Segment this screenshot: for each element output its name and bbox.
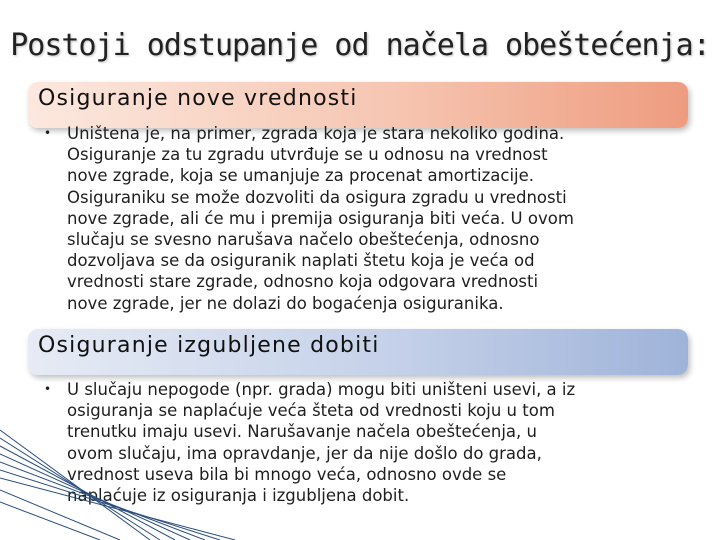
paragraph-line: Osiguranje za tu zgradu utvrđuje se u odnosu na vrednost [67, 145, 548, 165]
section-header-label: Osiguranje nove vrednosti [38, 86, 358, 111]
paragraph-line: ovom slučaju, ima opravdanje, jer da nije došlo do grada, [67, 443, 542, 463]
paragraph-line: nove zgrade, jer ne dolazi do bogaćenja osiguranika. [67, 293, 504, 313]
paragraph-line: U slučaju nepogode (npr. grada) mogu biti uništeni usevi, a iz [67, 380, 576, 399]
bullet-icon: • [44, 126, 52, 140]
paragraph-lines [67, 123, 684, 314]
paragraph-lines [67, 379, 684, 506]
paragraph-line: Uništena je, na primer, zgrada koja je stara nekoliko godina. [67, 124, 565, 143]
paragraph-line: vrednosti stare zgrade, odnosno koja odgovara vrednosti [67, 272, 539, 292]
paragraph-line: slučaju se svesno narušava načelo obeštećenja, odnosno [67, 230, 540, 250]
paragraph-line: Osiguraniku se može dozvoliti da osigura zgradu u vrednosti [67, 187, 567, 207]
paragraph-line: nove zgrade, koja se umanjuje za procenat amortizacije. [67, 166, 535, 186]
paragraph-line: vrednost useva bila bi mnogo veća, odnosno ovde se [67, 464, 507, 484]
paragraph-line: nove zgrade, ali će mu i premija osiguranja biti veća. U ovom [67, 208, 574, 228]
paragraph-line: trenutku imaju usevi. Narušavanje načela obeštećenja, u [67, 422, 537, 442]
bullet-icon: • [44, 382, 52, 396]
section-paragraph-lost-profit [44, 379, 684, 506]
section-header-new-value [28, 82, 688, 128]
paragraph-line: naplaćuje iz osiguranja i izgubljena dobit. [67, 486, 410, 506]
slide-title: Postoji odstupanje od načela obeštećenja: [10, 28, 710, 63]
section-paragraph-new-value [44, 123, 684, 314]
paragraph-line: osiguranja se naplaćuje veća šteta od vrednosti koju u tom [67, 401, 555, 421]
section-header-lost-profit [28, 329, 688, 375]
section-header-label: Osiguranje izgubljene dobiti [38, 333, 380, 358]
paragraph-line: dozvoljava se da osiguranik naplati štetu koja je veća od [67, 251, 535, 271]
